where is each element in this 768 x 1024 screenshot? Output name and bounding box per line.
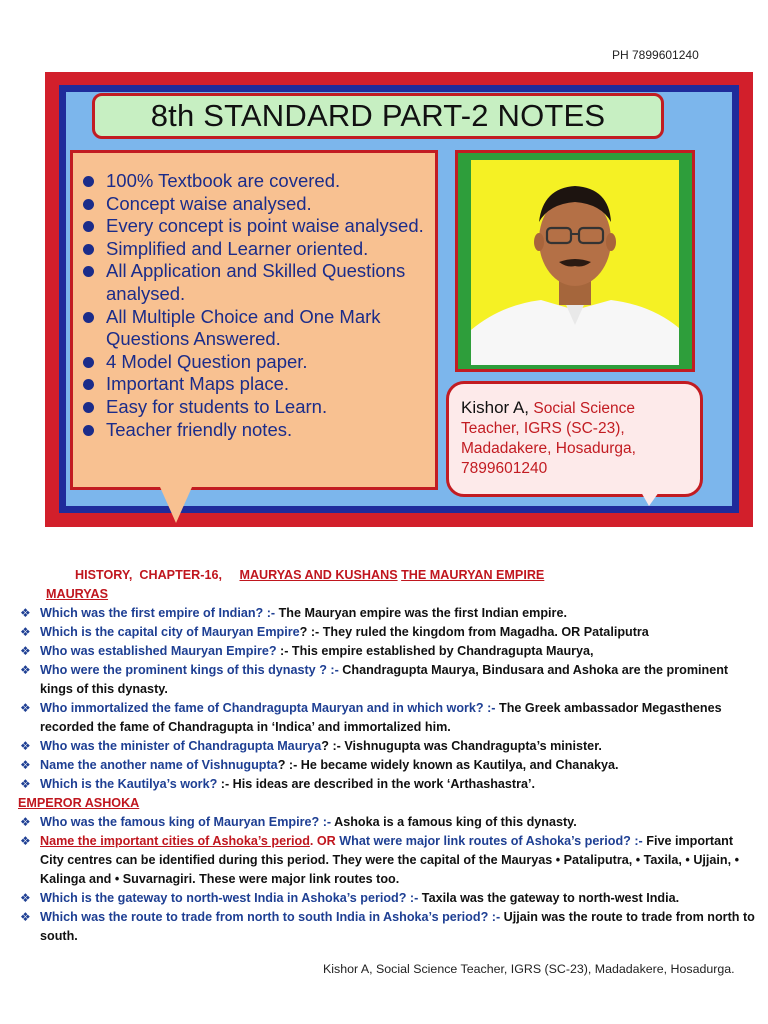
bullet-dot-icon <box>83 266 94 277</box>
feature-item: All Multiple Choice and One Mark Questions Answered. <box>80 306 435 351</box>
features-list <box>80 170 435 441</box>
bullet-dot-icon <box>83 199 94 210</box>
diamond-bullet-icon: ❖ <box>20 910 31 924</box>
author-portrait-image <box>471 160 679 365</box>
diamond-bullet-icon: ❖ <box>20 701 31 715</box>
diamond-bullet-icon: ❖ <box>20 644 31 658</box>
list-item: ❖ Who were the prominent kings of this dynasty ? :- Chandragupta Maurya, Bindusara and Ashoka are the prominent kings of this dynasty. <box>20 663 729 696</box>
bullet-dot-icon <box>83 176 94 187</box>
bullet-dot-icon <box>83 244 94 255</box>
list-item: ❖ Who was the famous king of Mauryan Empire? :- Ashoka is a famous king of this dynasty. <box>18 813 758 832</box>
diamond-bullet-icon: ❖ <box>20 834 31 848</box>
chapter-heading <box>18 566 758 585</box>
diamond-bullet-icon: ❖ <box>20 606 31 620</box>
diamond-bullet-icon: ❖ <box>20 625 31 639</box>
feature-item: Concept waise analysed. <box>80 193 435 216</box>
chapter-number: CHAPTER-16, <box>139 568 222 582</box>
diamond-bullet-icon: ❖ <box>20 891 31 905</box>
features-callout-tail <box>160 487 192 523</box>
author-photo <box>471 160 679 365</box>
diamond-bullet-icon: ❖ <box>20 663 31 677</box>
list-item: ❖ Which is the gateway to north-west India in Ashoka’s period? :- Taxila was the gateway to north-west India. <box>18 889 758 908</box>
feature-item: All Application and Skilled Questions analysed. <box>80 260 435 305</box>
list-item: ❖ Which was the route to trade from north to south India in Ashoka’s period? :- Ujjain was the route to trade from north to south. <box>20 910 755 943</box>
list-item: ❖ Name the important cities of Ashoka’s period. OR What were major link routes of Ashoka’s period? :- Five important City centres can be identified during this period. They were the capital of the Mauryas • Pataliputra, • Taxila, • Ujjain, • Kalinga and • Suvarnagiri. These were major link routes too. <box>20 834 740 886</box>
bullet-dot-icon <box>83 402 94 413</box>
feature-item: Every concept is point waise analysed. <box>80 215 435 238</box>
author-callout <box>446 381 703 497</box>
banner-title: 8th STANDARD PART-2 NOTES <box>150 98 606 133</box>
feature-item: Important Maps place. <box>80 373 435 396</box>
list-item: ❖ Which was the first empire of Indian? :- The Mauryan empire was the first Indian empire. <box>18 604 758 623</box>
feature-item: Easy for students to Learn. <box>80 396 435 419</box>
subsection-mauryas: MAURYAS <box>46 587 109 601</box>
list-item: ❖ Which is the capital city of Mauryan Empire? :- They ruled the kingdom from Magadha. OR Pataliputra <box>18 623 758 642</box>
bullet-dot-icon <box>83 221 94 232</box>
chapter-title: MAURYAS AND KUSHANS <box>239 568 398 582</box>
feature-item: 4 Model Question paper. <box>80 351 435 374</box>
list-item: ❖ Name the another name of Vishnugupta? :- He became widely known as Kautilya, and Chanakya. <box>18 756 758 775</box>
diamond-bullet-icon: ❖ <box>20 777 31 791</box>
bullet-dot-icon <box>83 425 94 436</box>
feature-item: 100% Textbook are covered. <box>80 170 435 193</box>
bullet-dot-icon <box>83 357 94 368</box>
author-callout-tail <box>641 492 659 506</box>
feature-item: Teacher friendly notes. <box>80 419 435 442</box>
diamond-bullet-icon: ❖ <box>20 815 31 829</box>
list-item: ❖ Which is the Kautilya’s work? :- His ideas are described in the work ‘Arthashastra’. <box>18 775 758 794</box>
bullet-dot-icon <box>83 379 94 390</box>
list-item: ❖ Who was the minister of Chandragupta Maurya? :- Vishnugupta was Chandragupta’s minister. <box>18 737 758 756</box>
author-details: Social Science Teacher, IGRS (SC-23), Madadakere, Hosadurga, 7899601240 <box>461 400 636 477</box>
banner-title-box <box>92 93 664 139</box>
author-name: Kishor A, <box>461 398 530 417</box>
bullet-dot-icon <box>83 312 94 323</box>
subsection-emperor-ashoka: EMPEROR ASHOKA <box>18 796 140 810</box>
section-title: THE MAURYAN EMPIRE <box>401 568 545 582</box>
page-footer: Kishor A, Social Science Teacher, IGRS (SC-23), Madadakere, Hosadurga. <box>323 962 735 976</box>
subject-label: HISTORY, <box>75 568 133 582</box>
diamond-bullet-icon: ❖ <box>20 739 31 753</box>
list-item: ❖ Who immortalized the fame of Chandragupta Mauryan and in which work? :- The Greek ambassador Megasthenes recorded the fame of Chandragupta in ‘Indica’ and immortalized him. <box>20 701 722 734</box>
list-item: ❖ Who was established Mauryan Empire? :- This empire established by Chandragupta Maurya, <box>18 642 758 661</box>
notes-body <box>18 566 758 946</box>
phone-header: PH 7899601240 <box>612 48 699 62</box>
feature-item: Simplified and Learner oriented. <box>80 238 435 261</box>
diamond-bullet-icon: ❖ <box>20 758 31 772</box>
